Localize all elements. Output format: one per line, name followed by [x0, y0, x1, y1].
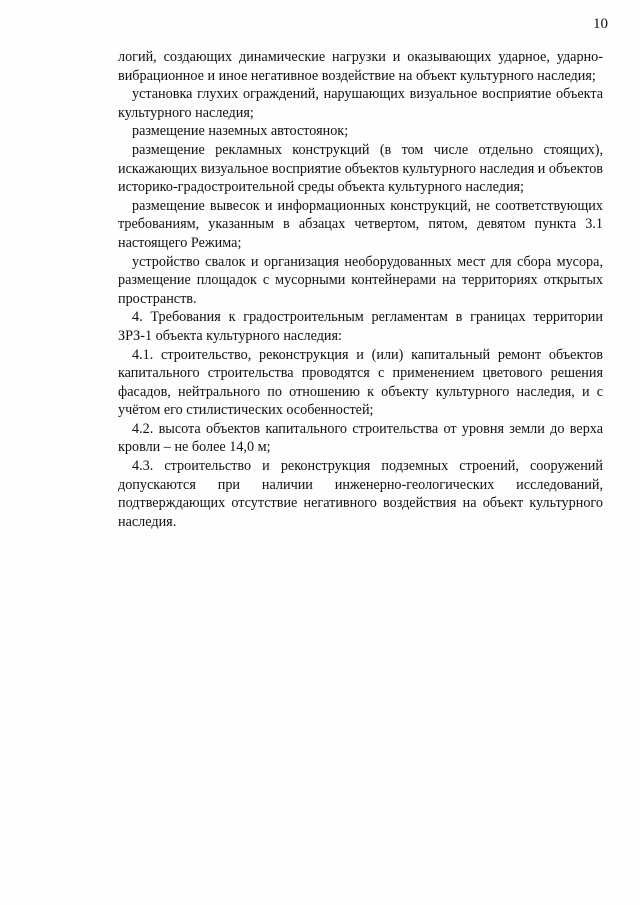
paragraph-4-1: 4.1. строительство, реконструкция и (или) капитальный ремонт объектов капитального строительства проводятся с применением цветового решения фасадов, нейтрального по отношению к объекту культурного наследия, и с учётом его стилистических особенностей;: [118, 346, 603, 419]
paragraph-fences: установка глухих ограждений, нарушающих визуальное восприятие объекта культурного наследия;: [118, 86, 603, 121]
paragraph-continuation: логий, создающих динамические нагрузки и оказывающих ударное, ударно-вибрационное и иное негативное воздействие на объект культурного наследия;: [118, 49, 603, 84]
paragraph-advertising: размещение рекламных конструкций (в том числе отдельно стоящих), искажающих визуальное восприятие объектов культурного наследия и объектов историко-градостроительной среды объекта культурного наследия;: [118, 141, 604, 196]
paragraph-parking: размещение наземных автостоянок;: [132, 123, 349, 140]
paragraph-waste: устройство свалок и организация необорудованных мест для сбора мусора, размещение площадок с мусорными контейнерами на территориях открытых пространств.: [118, 253, 603, 307]
paragraph-section-4-heading: 4. Требования к градостроительным регламентам в границах территории ЗРЗ-1 объекта культурного наследия:: [118, 309, 603, 344]
page-number: 10: [593, 16, 608, 32]
paragraph-4-2: 4.2. высота объектов капитального строительства от уровня земли до верха кровли – не более 14,0 м;: [118, 420, 603, 456]
paragraph-4-3: 4.3. строительство и реконструкция подземных строений, сооружений допускаются при наличии инженерно-геологических исследований, подтверждающих отсутствие негативного воздействия на объект культурного наследия.: [118, 458, 603, 530]
document-body: [118, 48, 603, 531]
paragraph-signage: размещение вывесок и информационных конструкций, не соответствующих требованиям, указанным в абзацах четвертом, пятом, девятом пункта 3.1 настоящего Режима;: [118, 197, 603, 251]
